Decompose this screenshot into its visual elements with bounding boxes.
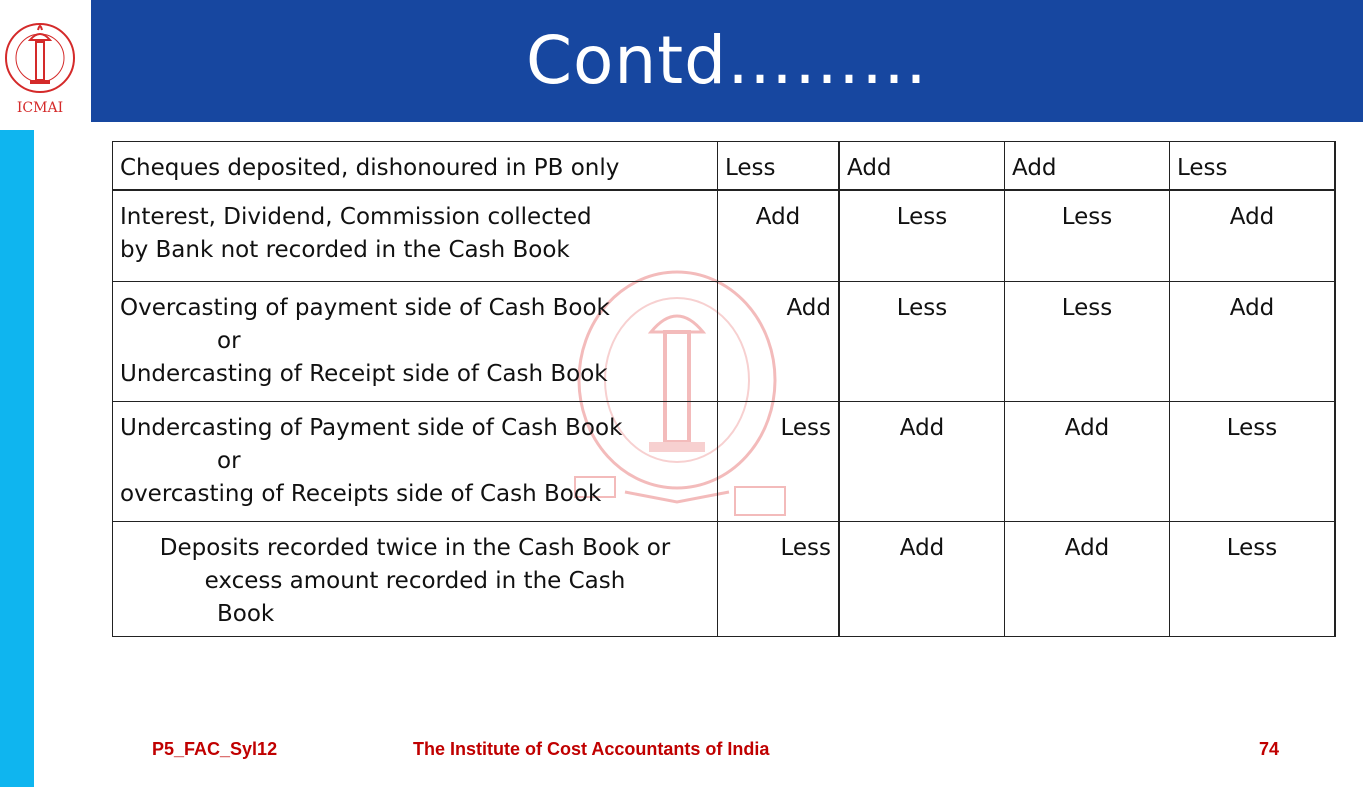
cell-value: Less — [718, 521, 840, 636]
row-description — [113, 281, 718, 401]
cell-value: Less — [1005, 281, 1170, 401]
cell-value: Less — [839, 281, 1005, 401]
cell-value: Add — [718, 281, 840, 401]
row-description — [113, 190, 718, 281]
cell-value: Less — [718, 401, 840, 521]
cell-value: Add — [1170, 190, 1336, 281]
cell-value: Less — [718, 142, 840, 191]
footer-institute-name: The Institute of Cost Accountants of India — [413, 739, 770, 759]
desc-line: by Bank not recorded in the Cash Book — [120, 237, 570, 263]
table-row — [113, 281, 1336, 401]
reconciliation-table — [112, 141, 1336, 637]
svg-text:ICMAI: ICMAI — [16, 100, 64, 116]
cell-value: Less — [1170, 521, 1336, 636]
cell-value: Add — [1170, 281, 1336, 401]
table-row — [113, 401, 1336, 521]
table-row — [113, 142, 1336, 191]
desc-line: Cheques deposited, dishonoured in PB only — [120, 155, 620, 181]
page-title: Contd……… — [525, 22, 929, 99]
cell-value: Add — [839, 401, 1005, 521]
cell-value: Add — [1005, 401, 1170, 521]
desc-line: excess amount recorded in the Cash — [204, 567, 626, 594]
row-description — [113, 142, 718, 191]
desc-line: Overcasting of payment side of Cash Book — [120, 294, 610, 321]
row-description — [113, 401, 718, 521]
institute-logo — [0, 0, 90, 122]
cell-value: Less — [1005, 190, 1170, 281]
desc-line: or — [217, 327, 241, 354]
cell-value: Add — [718, 190, 840, 281]
desc-line: or — [217, 447, 241, 474]
cell-value: Less — [1170, 401, 1336, 521]
cell-value: Less — [839, 190, 1005, 281]
row-description — [113, 521, 718, 636]
cell-value: Less — [1170, 142, 1336, 191]
table-row — [113, 521, 1336, 636]
side-accent-bar — [0, 130, 34, 787]
desc-line: Interest, Dividend, Commission collected — [120, 204, 592, 230]
cell-value: Add — [1005, 142, 1170, 191]
desc-line: Book — [217, 600, 275, 627]
cell-value: Add — [839, 142, 1005, 191]
table-row — [113, 190, 1336, 281]
footer-course-code: P5_FAC_Syl12 — [152, 739, 278, 759]
header-bar — [91, 0, 1363, 122]
desc-line: Undercasting of Payment side of Cash Book — [120, 414, 623, 441]
cell-value: Add — [839, 521, 1005, 636]
footer-page-number: 74 — [1259, 739, 1280, 759]
desc-line: Deposits recorded twice in the Cash Book or — [159, 534, 671, 561]
desc-line: Undercasting of Receipt side of Cash Book — [120, 360, 608, 387]
desc-line: overcasting of Receipts side of Cash Book — [120, 480, 602, 507]
cell-value: Add — [1005, 521, 1170, 636]
